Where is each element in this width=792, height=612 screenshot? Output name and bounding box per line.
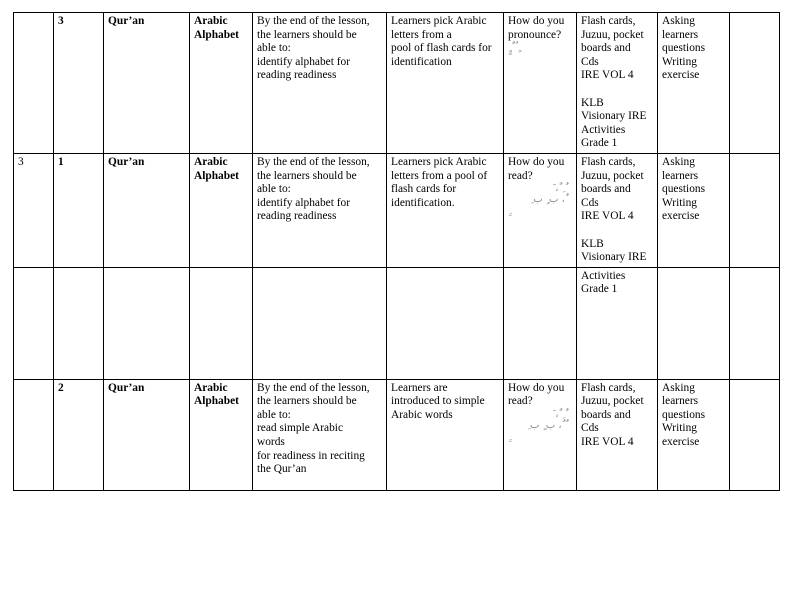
lesson-cell: 1 bbox=[54, 153, 104, 267]
learning-outcomes-cell bbox=[253, 267, 387, 379]
strand-cell: Qur’an bbox=[104, 13, 190, 154]
learning-experiences-cell: Learners are introduced to simple Arabic words bbox=[387, 379, 504, 490]
table-row bbox=[14, 153, 780, 267]
week-cell bbox=[14, 13, 54, 154]
table-row bbox=[14, 13, 780, 154]
learning-outcomes-cell: By the end of the lesson, the learners should be able to: identify alphabet for reading readiness bbox=[253, 153, 387, 267]
learning-outcomes-cell: By the end of the lesson, the learners should be able to: read simple Arabic words for readiness in reciting the Qur’an bbox=[253, 379, 387, 490]
assessment-cell: Asking learners questions Writing exercise bbox=[658, 13, 730, 154]
arabic-diacritics: َ ، ٌ ِ ٌ bbox=[552, 183, 568, 195]
remarks-cell bbox=[730, 13, 780, 154]
learning-experiences-cell: Learners pick Arabic letters from a pool of flash cards for identification. bbox=[387, 153, 504, 267]
strand-cell bbox=[104, 267, 190, 379]
assessment-cell: Asking learners questions Writing exercise bbox=[658, 153, 730, 267]
arabic-letters: ِ ب ٍ ب ، ٌ bbox=[530, 194, 568, 206]
arabic-letters: ِ ب ٍ ب ، ٌ ٌ bbox=[526, 419, 568, 431]
week-cell: 3 bbox=[14, 153, 54, 267]
assessment-cell: Asking learners questions Writing exercise bbox=[658, 379, 730, 490]
table-row bbox=[14, 267, 780, 379]
inquiry-question-cell: How do you read? َ ، ٌ ِ ٌ ِ ب ٍ ب ، ٌ ٌ ِ ِ bbox=[504, 379, 577, 490]
lesson-cell bbox=[54, 267, 104, 379]
learning-resources-cell: Flash cards, Juzuu, pocket boards and Cds IRE VOL 4 KLB Visionary IRE bbox=[577, 153, 658, 267]
arabic-diacritics: َ ، ٌ ِ ٌ bbox=[552, 408, 568, 420]
table-row bbox=[14, 379, 780, 490]
arabic-diacritics: ٍ ٍ ٌ ُ ٍ bbox=[508, 42, 521, 54]
inquiry-question-cell: How do you pronounce? ٍ ٍ ٌ ُ ٍ bbox=[504, 13, 577, 154]
strand-cell: Qur’an bbox=[104, 153, 190, 267]
sub-strand-cell: Arabic Alphabet bbox=[190, 153, 253, 267]
inquiry-question-cell: How do you read? َ ، ٌ ِ ٌ ِ ب ٍ ب ، ٌ ِ ِ bbox=[504, 153, 577, 267]
strand-cell: Qur’an bbox=[104, 379, 190, 490]
learning-outcomes-cell: By the end of the lesson, the learners should be able to: identify alphabet for reading readiness bbox=[253, 13, 387, 154]
learning-experiences-cell: Learners pick Arabic letters from a pool of flash cards for identification bbox=[387, 13, 504, 154]
remarks-cell bbox=[730, 379, 780, 490]
week-cell bbox=[14, 267, 54, 379]
lesson-cell: 3 bbox=[54, 13, 104, 154]
assessment-cell bbox=[658, 267, 730, 379]
sub-strand-cell: Arabic Alphabet bbox=[190, 379, 253, 490]
arabic-diacritics: ِ ِ bbox=[508, 205, 512, 217]
remarks-cell bbox=[730, 267, 780, 379]
sub-strand-cell bbox=[190, 267, 253, 379]
learning-resources-cell: Flash cards, Juzuu, pocket boards and Cds IRE VOL 4 KLB Visionary IRE Activities Grade 1 bbox=[577, 13, 658, 154]
arabic-diacritics: ِ ِ bbox=[508, 430, 512, 442]
remarks-cell bbox=[730, 153, 780, 267]
learning-resources-cell: Flash cards, Juzuu, pocket boards and Cds IRE VOL 4 bbox=[577, 379, 658, 490]
learning-experiences-cell bbox=[387, 267, 504, 379]
scheme-of-work-table bbox=[13, 12, 780, 491]
learning-resources-cell: Activities Grade 1 bbox=[577, 267, 658, 379]
inquiry-question-cell bbox=[504, 267, 577, 379]
sub-strand-cell: Arabic Alphabet bbox=[190, 13, 253, 154]
week-cell bbox=[14, 379, 54, 490]
lesson-cell: 2 bbox=[54, 379, 104, 490]
